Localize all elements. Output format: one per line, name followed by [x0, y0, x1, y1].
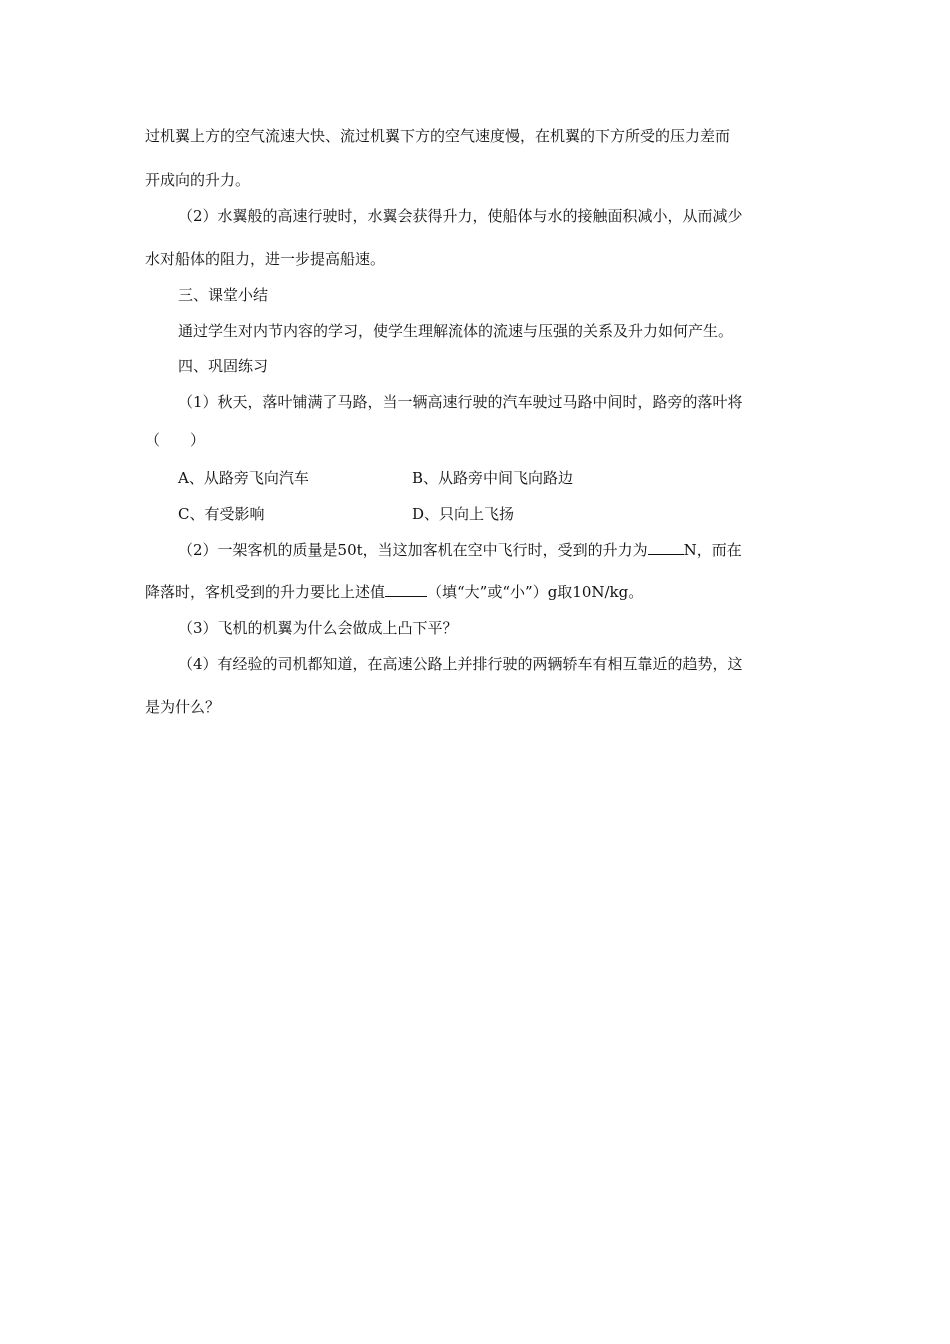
answer-blank-lift [648, 540, 684, 555]
paragraph-2-line-1: （2）水翼般的高速行驶时，水翼会获得升力，使船体与水的接触面积减小，从而减少 [178, 207, 743, 225]
question-1-option-b: B、从路旁中间飞向路边 [412, 469, 574, 487]
question-2-line-2-hint: （填“大”或“小”）g取10N/kg。 [427, 583, 644, 601]
question-1-option-a: A、从路旁飞向汽车 [178, 469, 309, 487]
question-3: （3）飞机的机翼为什么会做成上凸下平？ [178, 619, 458, 637]
section-4-heading: 四、巩固练习 [178, 357, 269, 375]
question-2-line-2-text: 降落时，客机受到的升力要比上述值 [145, 583, 386, 601]
question-1-line-1: （1）秋天，落叶铺满了马路，当一辆高速行驶的汽车驶过马路中间时，路旁的落叶将 [178, 393, 743, 411]
question-1-option-c: C、有受影响 [178, 505, 265, 523]
question-1-bracket: （ ） [145, 431, 206, 449]
paragraph-1-line-2: 开成向的升力。 [145, 171, 251, 189]
paragraph-1-line-1: 过机翼上方的空气流速大快、流过机翼下方的空气速度慢，在机翼的下方所受的压力差而 [145, 127, 731, 145]
paragraph-2-line-2: 水对船体的阻力，进一步提高船速。 [145, 250, 386, 268]
question-4-line-2: 是为什么？ [145, 698, 221, 716]
question-2-line-1 [178, 540, 742, 560]
section-3-heading: 三、课堂小结 [178, 286, 269, 304]
question-1-option-d: D、只向上飞扬 [412, 505, 515, 523]
question-4-line-1: （4）有经验的司机都知道，在高速公路上并排行驶的两辆轿车有相互靠近的趋势，这 [178, 655, 743, 673]
question-2-line-2 [145, 582, 643, 602]
section-3-summary: 通过学生对内节内容的学习，使学生理解流体的流速与压强的关系及升力如何产生。 [178, 322, 734, 340]
question-2-line-1-unit: N，而在 [683, 541, 742, 559]
answer-blank-compare [385, 582, 427, 597]
question-2-line-1-text: （2）一架客机的质量是50t，当这加客机在空中飞行时，受到的升力为 [178, 541, 648, 559]
